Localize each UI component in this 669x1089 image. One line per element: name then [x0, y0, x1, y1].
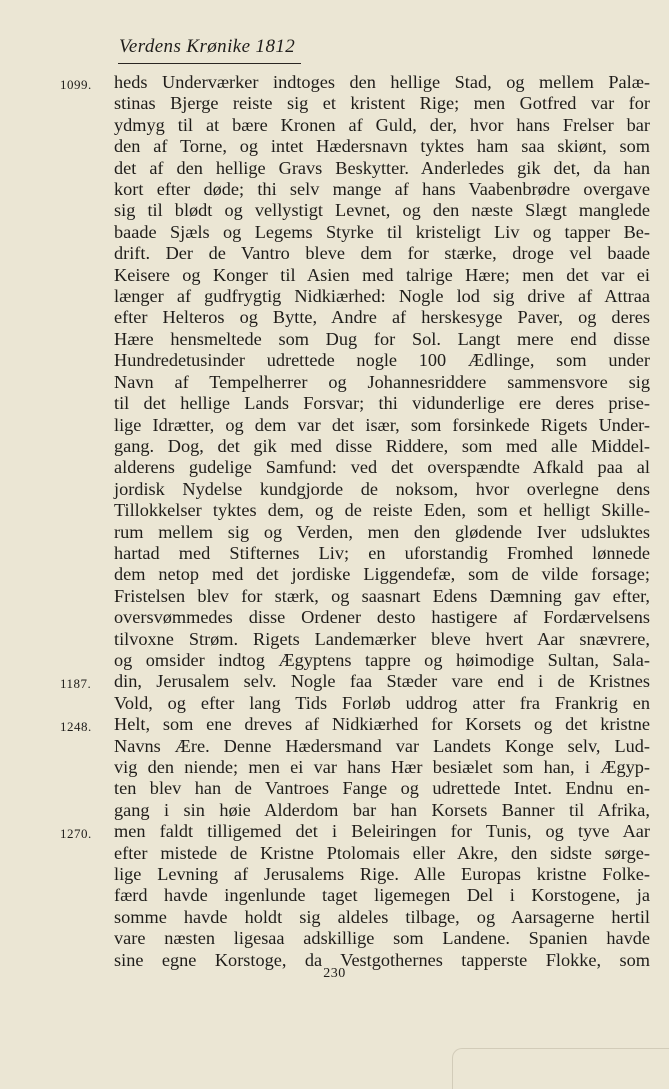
- text-line: [114, 479, 650, 500]
- line-text: sig til blødt og vellystigt Levnet, og den næste Slægt manglede: [114, 200, 650, 221]
- line-text: Hundredetusinder udrettede nogle 100 Ædlinge, som under: [114, 350, 650, 371]
- text-line: [114, 757, 650, 778]
- text-line: [114, 93, 650, 114]
- text-line: [114, 500, 650, 521]
- line-text: ten blev han de Vantroes Fange og udrettede Intet. Endnu en-: [114, 778, 650, 799]
- text-line: [114, 115, 650, 136]
- text-line: [114, 650, 650, 671]
- text-line: [114, 136, 650, 157]
- line-text: rum mellem sig og Verden, men den glødende Iver udsluktes: [114, 521, 650, 542]
- text-line: [114, 372, 650, 393]
- text-line: [114, 564, 650, 585]
- text-line: [114, 415, 650, 436]
- line-text: efter mistede de Kristne Ptolomais eller Akre, den sidste sørge-: [114, 842, 650, 863]
- text-line: [114, 843, 650, 864]
- text-line: [114, 265, 650, 286]
- line-text: men faldt tilligemed det i Beleiringen for Tunis, og tyve Aar: [114, 821, 650, 842]
- line-text: gang i sin høie Alderdom bar han Korsets Banner til Afrika,: [114, 799, 650, 820]
- line-text: Fristelsen blev for stærk, og saasnart Edens Dæmning gav efter,: [114, 585, 650, 606]
- line-text: Hære hensmeltede som Dug for Sol. Langt mere end disse: [114, 328, 650, 349]
- text-line: [60, 714, 650, 735]
- line-text: hartad med Stifternes Liv; en uforstandig Fromhed lønnede: [114, 542, 650, 563]
- text-line: [114, 607, 650, 628]
- text-line: [60, 821, 650, 842]
- line-text: Vold, og efter lang Tids Forløb uddrog atter fra Frankrig en: [114, 692, 650, 713]
- margin-year: 1187.: [60, 676, 92, 692]
- text-line: [114, 800, 650, 821]
- line-text: oversvømmedes disse Ordener desto hastigere af Fordærvelsens: [114, 607, 650, 628]
- text-line: [114, 457, 650, 478]
- line-text: jordisk Nydelse kundgjorde de noksom, hvor overlegne dens: [114, 478, 650, 499]
- text-line: [114, 158, 650, 179]
- line-text: vig den niende; men ei var hans Hær besiælet som han, i Ægyp-: [114, 757, 650, 777]
- line-text: baade Sjæls og Legems Styrke til kristeligt Liv og tapper Be-: [114, 221, 650, 242]
- text-line: [114, 907, 650, 928]
- line-text: Tillokkelser tyktes dem, og de reiste Eden, som et helligt Skille-: [114, 500, 650, 521]
- text-line: [60, 671, 650, 692]
- text-line: [114, 243, 650, 264]
- line-text: efter Helteros og Bytte, Andre af herskesyge Paver, og deres: [114, 307, 650, 328]
- text-line: [114, 350, 650, 371]
- line-text: til det hellige Lands Forsvar; thi vidunderlige ere deres prise-: [114, 393, 650, 414]
- line-text: heds Underværker indtoges den hellige Stad, og mellem Palæ-: [114, 72, 650, 92]
- text-line: [114, 436, 650, 457]
- line-text: kort efter døde; thi selv mange af hans Vaabenbrødre overgave: [114, 179, 650, 200]
- text-line: [114, 179, 650, 200]
- line-text: dem netop med det jordiske Liggendefæ, som de vilde forsage;: [114, 564, 650, 585]
- margin-year: 1248.: [60, 719, 92, 735]
- line-text: Navn af Tempelherrer og Johannesriddere sammensvore sig: [114, 371, 650, 392]
- page-corner-mark: [452, 1048, 669, 1089]
- line-text: Keisere og Konger til Asien med talrige Hære; men det var ei: [114, 264, 650, 285]
- line-text: alderens gudelige Samfund: ved det overspændte Afkald paa al: [114, 457, 650, 478]
- page-number: 230: [323, 966, 346, 981]
- line-text: det af den hellige Gravs Beskytter. Anderledes gik det, da han: [114, 157, 650, 178]
- line-text: færd havde ingenlunde taget ligemegen Del i Korstogene, ja: [114, 885, 650, 906]
- line-text: somme havde holdt sig aldeles tilbage, og Aarsagerne hertil: [114, 906, 650, 927]
- line-text: sine egne Korstoge, da Vestgothernes tapperste Flokke, som: [114, 949, 650, 970]
- text-line: [114, 736, 650, 757]
- line-text: ydmyg til at bære Kronen af Guld, der, hvor hans Frelser bar: [114, 114, 650, 135]
- text-line: [114, 693, 650, 714]
- line-text: din, Jerusalem selv. Nogle faa Stæder vare end i de Kristnes: [114, 671, 650, 692]
- line-text: lige Idrætter, og dem var det især, som forsinkede Rigets Under-: [114, 414, 650, 435]
- line-text: gang. Dog, det gik med disse Riddere, som med alle Middel-: [114, 435, 650, 456]
- line-text: drift. Der de Vantro bleve dem for stærke, droge vel baade: [114, 243, 650, 264]
- body-text: [60, 72, 650, 971]
- text-line: [114, 629, 650, 650]
- text-line: [114, 543, 650, 564]
- running-header: Verdens Krønike 1812: [119, 36, 296, 57]
- line-text: stinas Bjerge reiste sig et kristent Rige; men Gotfred var for: [114, 93, 650, 114]
- line-text: Helt, som ene dreves af Nidkiærhed for Korsets og det kristne: [114, 714, 650, 735]
- text-line: [114, 586, 650, 607]
- text-line: [114, 222, 650, 243]
- text-line: [114, 522, 650, 543]
- margin-year: 1099.: [60, 77, 92, 92]
- header-rule: [118, 63, 301, 64]
- text-line: [114, 885, 650, 906]
- text-line: [114, 329, 650, 350]
- line-text: den af Torne, og intet Hædersnavn tyktes ham saa skiønt, som: [114, 136, 650, 157]
- text-line: [114, 864, 650, 885]
- line-text: lige Levning af Jerusalems Rige. Alle Europas kristne Folke-: [114, 864, 650, 885]
- line-text: længer af gudfrygtig Nidkiærhed: Nogle lod sig drive af Attraa: [114, 286, 650, 307]
- text-line: [114, 928, 650, 949]
- text-line: [114, 778, 650, 799]
- text-line: [114, 307, 650, 328]
- line-text: og omsider indtog Ægyptens tappre og høimodige Sultan, Sala-: [114, 649, 650, 670]
- text-line: [114, 393, 650, 414]
- line-text: tilvoxne Strøm. Rigets Landemærker bleve hvert Aar snævrere,: [114, 628, 650, 649]
- text-line: [114, 200, 650, 221]
- text-line: [114, 286, 650, 307]
- line-text: vare næsten ligesaa adskillige som Landene. Spanien havde: [114, 928, 650, 949]
- text-line: [60, 72, 650, 93]
- line-text: Navns Ære. Denne Hædersmand var Landets Konge selv, Lud-: [114, 735, 650, 756]
- margin-year: 1270.: [60, 826, 92, 842]
